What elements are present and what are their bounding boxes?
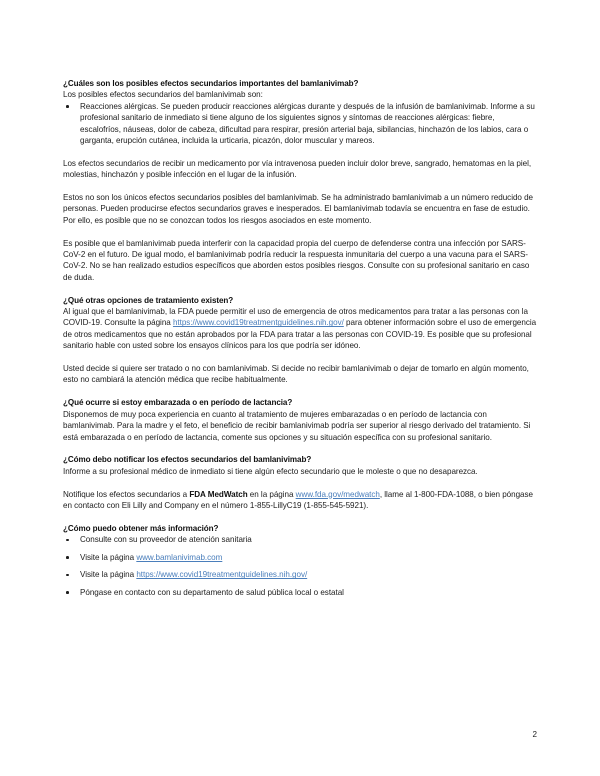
list-item bbox=[63, 101, 537, 147]
paragraph-treatment-choice: Usted decide si quiere ser tratado o no con bamlanivimab. Si decide no recibir bamlanivimab o dejar de tomarlo en algún momento, esto no cambiará la atención médica que recibe habitualmente. bbox=[63, 364, 529, 385]
list-item bbox=[63, 552, 537, 563]
spacer bbox=[63, 352, 537, 363]
heading-reporting: ¿Cómo debo notificar los efectos secundarios del bamlanivimab? bbox=[63, 455, 312, 465]
heading-pregnancy: ¿Qué ocurre si estoy embarazada o en período de lactancia? bbox=[63, 398, 293, 408]
list-item-text: Consulte con su proveedor de atención sanitaria bbox=[80, 535, 252, 545]
list-item-text: Póngase en contacto con su departamento de salud pública local o estatal bbox=[80, 587, 344, 597]
list-more-info bbox=[63, 534, 537, 598]
text-after-link: , llame al 1-800-FDA-1088, o bien póngase en contacto con Eli Lilly and Company en el número 1-855-LillyC19 (1-855-545-5921). bbox=[63, 489, 533, 510]
link-covid19-treatment-guidelines[interactable]: https://www.covid19treatmentguidelines.nih.gov/ bbox=[172, 318, 344, 328]
list-item-text: Visite la página bbox=[80, 570, 137, 580]
list-item bbox=[63, 534, 537, 545]
bullet-dot-icon bbox=[66, 591, 69, 594]
document-body bbox=[63, 78, 537, 604]
list-item bbox=[63, 569, 537, 580]
link-fda-medwatch[interactable]: www.fda.gov/medwatch bbox=[295, 489, 380, 499]
paragraph-side-effects-intro: Los posibles efectos secundarios del bamlanivimab son: bbox=[63, 90, 263, 100]
paragraph-immunity-interference: Es posible que el bamlanivimab pueda interferir con la capacidad propia del cuerpo de defenderse contra una infección por SARS-CoV-2 en el futuro. De igual modo, el bamlanivimab podría reducir la respuesta inmunitaria del cuerpo a una vacuna para el SARS-CoV-2. No se han realizado estudios específicos que aborden estos posibles riesgos. Consulte con su profesional sanitario en caso de duda. bbox=[63, 238, 530, 282]
spacer bbox=[63, 226, 537, 237]
spacer bbox=[63, 511, 537, 522]
link-bamlanivimab-site[interactable]: www.bamlanivimab.com bbox=[136, 552, 223, 562]
text-after-link: para obtener información sobre el uso de emergencia de otros medicamentos que no están aprobados por la FDA para tratar a las personas con COVID-19. Es posible que su profesional sanitario hable con usted sobre los ensayos clínicos para los que podría ser idóneo. bbox=[63, 318, 537, 351]
heading-side-effects: ¿Cuáles son los posibles efectos secundarios importantes del bamlanivimab? bbox=[63, 79, 359, 88]
paragraph-reporting-medwatch bbox=[63, 489, 537, 512]
paragraph-pregnancy: Disponemos de muy poca experiencia en cuanto al tratamiento de mujeres embarazadas o en período de lactancia con bamlanivimab. Para la madre y el feto, el beneficio de recibir bamlanivimab podría ser superior al riesgo derivado del tratamiento. Si está embarazada o en período de lactancia, comente sus opciones y su situación específica con su profesional sanitario. bbox=[63, 409, 531, 442]
spacer bbox=[63, 443, 537, 454]
bullet-dot-icon bbox=[66, 105, 69, 108]
list-item-text: Visite la página bbox=[80, 552, 137, 562]
bullet-dot-icon bbox=[66, 556, 69, 559]
bullet-dot-icon bbox=[66, 574, 69, 577]
link-covid19-treatment-guidelines-2[interactable]: https://www.covid19treatmentguidelines.nih.gov/ bbox=[136, 570, 308, 580]
heading-other-options: ¿Qué otras opciones de tratamiento existen? bbox=[63, 295, 234, 305]
page-number: 2 bbox=[532, 730, 537, 739]
paragraph-other-options bbox=[63, 306, 537, 352]
spacer bbox=[63, 181, 537, 192]
paragraph-unknown-risks: Estos no son los únicos efectos secundarios posibles del bamlanivimab. Se ha administrado bamlanivimab a un número reducido de personas. Pueden producirse efectos secundarios graves e inesperados. El bamlanivimab todavía se encuentra en fase de estudio. Por ello, es posible que no se conozcan todos los riesgos asociados en este momento. bbox=[63, 193, 533, 225]
spacer bbox=[63, 283, 537, 294]
paragraph-iv-side-effects: Los efectos secundarios de recibir un medicamento por vía intravenosa pueden incluir dolor breve, sangrado, hematomas en la piel, molestias, hinchazón y posible infección en el lugar de la infusión. bbox=[63, 158, 532, 180]
bullet-dot-icon bbox=[66, 539, 69, 542]
spacer bbox=[63, 146, 537, 157]
heading-more-info: ¿Cómo puedo obtener más información? bbox=[63, 523, 219, 533]
text-fda-medwatch: FDA MedWatch bbox=[189, 489, 248, 499]
text-before-link: Al igual que el bamlanivimab, la FDA puede permitir el uso de emergencia de otros medicamentos para tratar a las personas con la COVID-19. Consulte la página bbox=[63, 307, 528, 328]
paragraph-reporting-inform: Informe a su profesional médico de inmediato si tiene algún efecto secundario que le moleste o que no desaparezca. bbox=[63, 466, 478, 476]
spacer bbox=[63, 386, 537, 397]
list-item-text: Reacciones alérgicas. Se pueden producir reacciones alérgicas durante y después de la infusión de bamlanivimab. Informe a su profesional sanitario de inmediato si tiene alguno de los siguientes signos y síntomas de reacciones alérgicas: fiebre, escalofríos, náuseas, dolor de cabeza, dificultad para respirar, presión arterial baja, sibilancias, hinchazón de los labios, cara o garganta, erupción cutánea, incluida la urticaria, picazón, dolor muscular y mareos. bbox=[80, 101, 535, 146]
spacer bbox=[63, 477, 537, 488]
text-before-link: en la página bbox=[247, 489, 296, 499]
list-side-effects bbox=[63, 101, 537, 147]
text-before-bold: Notifique los efectos secundarios a bbox=[63, 489, 190, 499]
list-item bbox=[63, 587, 537, 598]
